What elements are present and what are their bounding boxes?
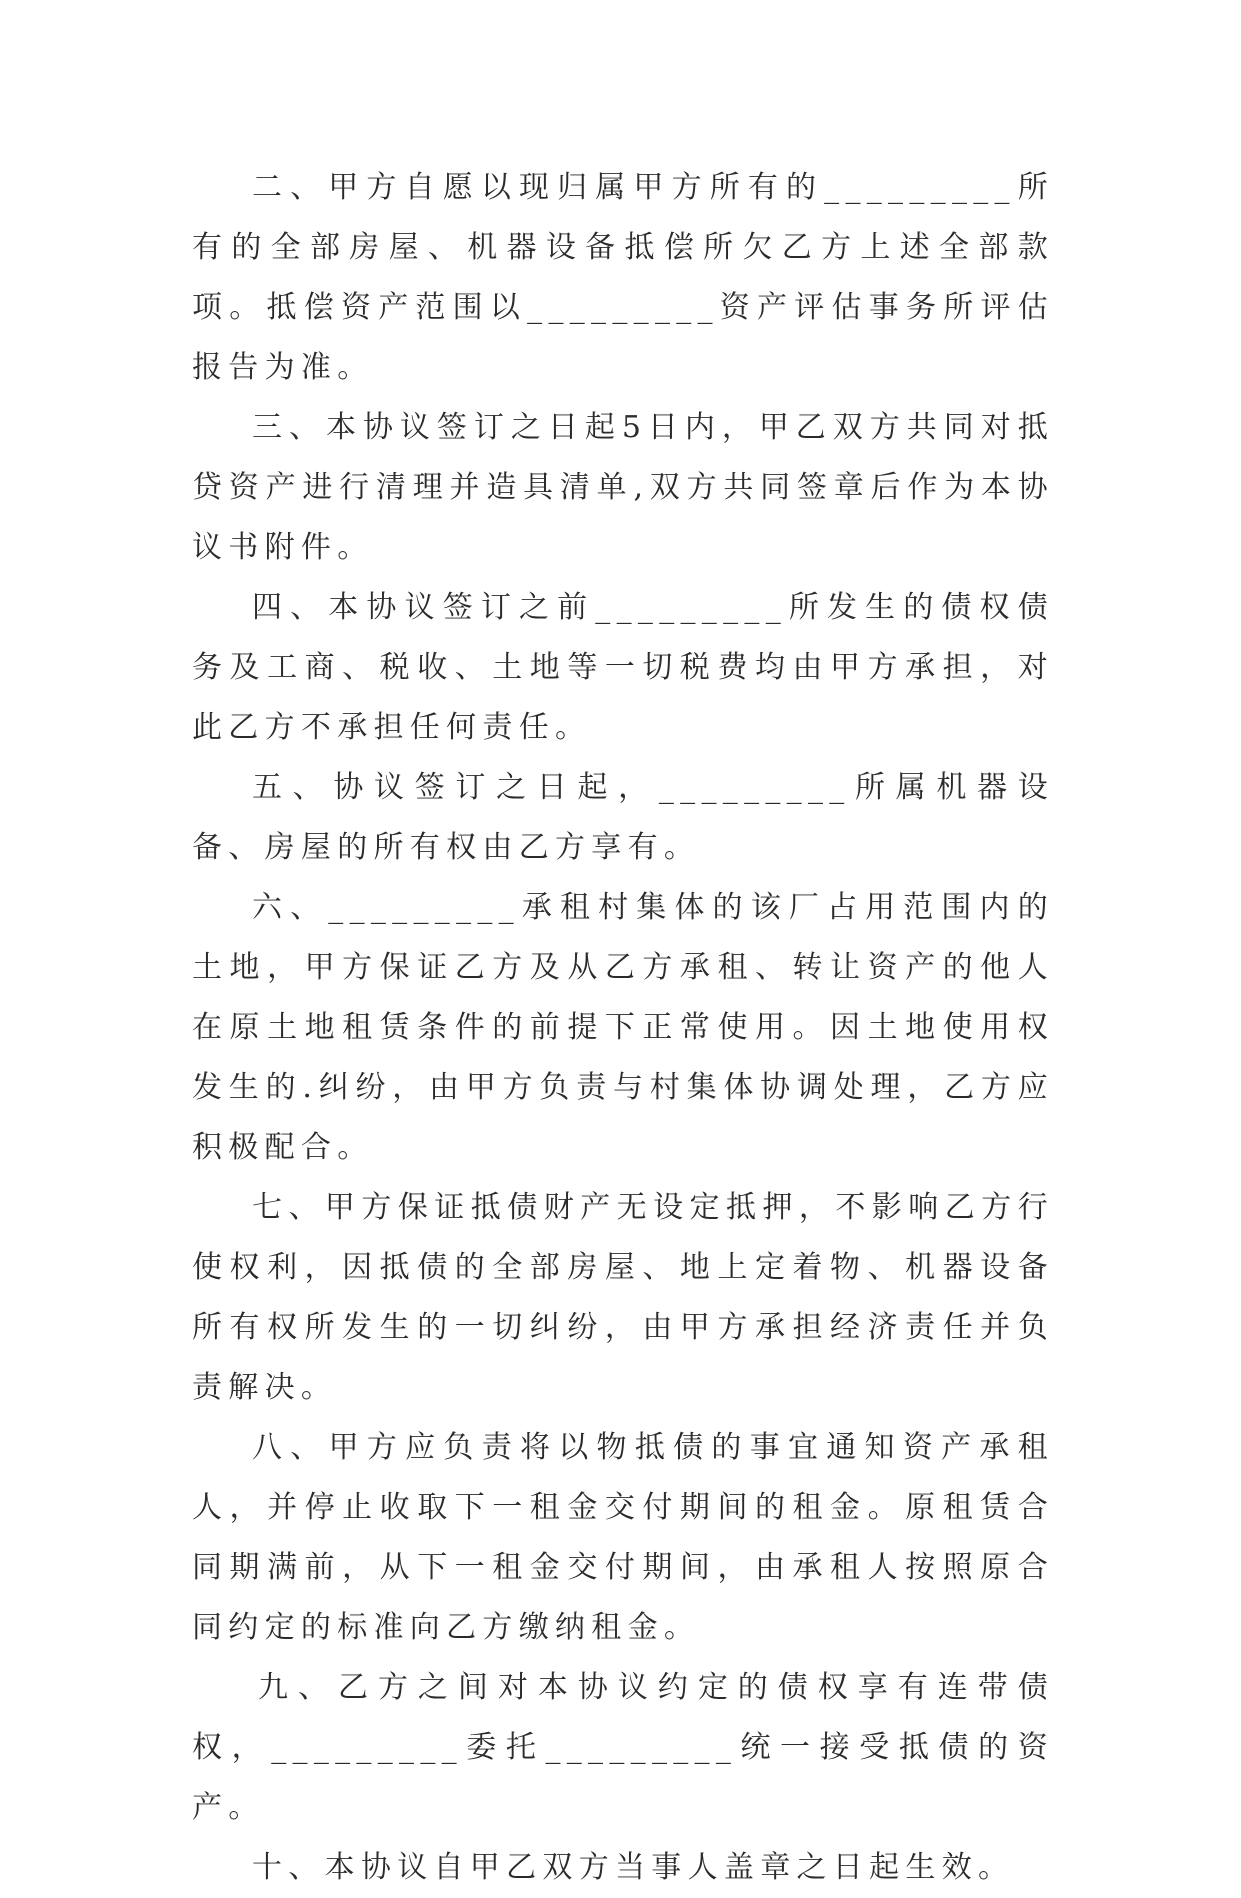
clause-8: 八、甲方应负责将以物抵债的事宜通知资产承租人，并停止收取下一租金交付期间的租金。原租赁合同期满前，从下一租金交付期间，由承租人按照原合同约定的标准向乙方缴纳租金。: [192, 1430, 1054, 1645]
clause-5: 五、协议签订之日起，_________所属机器设备、房屋的所有权由乙方享有。: [192, 770, 1054, 865]
agreement-body: [192, 158, 1054, 1898]
clause-3: 三、本协议签订之日起5日内，甲乙双方共同对抵贷资产进行清理并造具清单,双方共同签章后作为本协议书附件。: [192, 410, 1054, 565]
clause-10: 十、本协议自甲乙双方当事人盖章之日起生效。: [252, 1850, 1015, 1885]
clause-2: 二、甲方自愿以现归属甲方所有的_________所有的全部房屋、机器设备抵偿所欠乙方上述全部款项。抵偿资产范围以_________资产评估事务所评估报告为准。: [192, 170, 1054, 385]
clause-6: 六、_________承租村集体的该厂占用范围内的土地，甲方保证乙方及从乙方承租、转让资产的他人在原土地租赁条件的前提下正常使用。因土地使用权发生的.纠纷，由甲方负责与村集体协调处理，乙方应积极配合。: [192, 890, 1054, 1165]
clause-4: 四、本协议签订之前_________所发生的债权债务及工商、税收、土地等一切税费均由甲方承担，对此乙方不承担任何责任。: [192, 590, 1054, 745]
clause-9: 九、乙方之间对本协议约定的债权享有连带债权，_________委托_________统一接受抵债的资产。: [192, 1670, 1054, 1825]
clause-7: 七、甲方保证抵债财产无设定抵押，不影响乙方行使权利，因抵债的全部房屋、地上定着物、机器设备所有权所发生的一切纠纷，由甲方承担经济责任并负责解决。: [192, 1190, 1054, 1405]
